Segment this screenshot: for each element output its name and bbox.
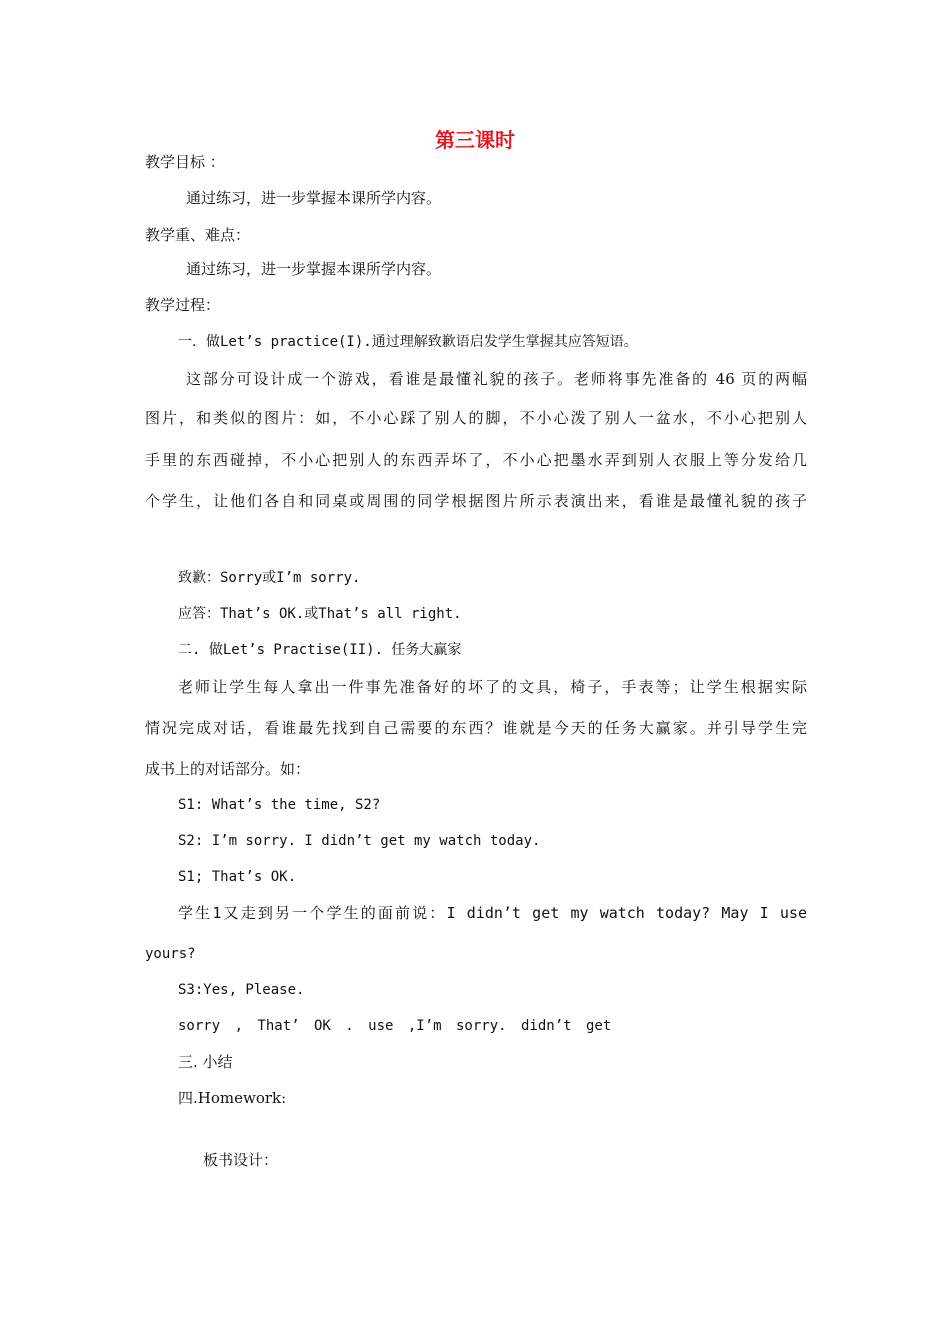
paragraph-1-line: 图片，和类似的图片：如，不小心踩了别人的脚，不小心泼了别人一盆水，不小心把别人 xyxy=(145,409,807,427)
paragraph-1-line: 个学生，让他们各自和同桌或周围的同学根据图片所示表演出来，看谁是最懂礼貌的孩子 xyxy=(145,492,807,510)
step-one: 一．做Let’s practice(I).通过理解致歉语启发学生掌握其应答短语。 xyxy=(178,334,638,350)
step-two: 二. 做Let’s Practise(II). 任务大赢家 xyxy=(178,642,462,658)
paragraph-2-line: 老师让学生每人拿出一件事先准备好的坏了的文具，椅子，手表等；让学生根据实际 xyxy=(178,678,807,696)
paragraph-2-line: 成书上的对话部分。如： xyxy=(145,760,311,778)
dialogue-line: S1: What’s the time, S2? xyxy=(178,797,381,813)
focus-heading: 教学重、难点： xyxy=(145,226,251,244)
board-design-heading: 板书设计： xyxy=(203,1151,279,1169)
goal-text: 通过练习，进一步掌握本课所学内容。 xyxy=(186,189,442,207)
s3-response: S3:Yes, Please. xyxy=(178,982,305,998)
student-again-line: 学生1又走到另一个学生的面前说：I didn’t get my watch today? May I use xyxy=(178,904,807,922)
step-three: 三. 小结 xyxy=(178,1053,233,1071)
paragraph-1-line: 这部分可设计成一个游戏，看谁是最懂礼貌的孩子。老师将事先准备的 46 页的两幅 xyxy=(186,370,807,388)
student-again-line: yours? xyxy=(145,946,196,962)
paragraph-1-line: 手里的东西碰掉，不小心把别人的东西弄坏了，不小心把墨水弄到别人衣服上等分发给几 xyxy=(145,451,807,469)
dialogue-line: S1; That’s OK. xyxy=(178,869,297,885)
step-four: 四.Homework: xyxy=(178,1089,287,1107)
dialogue-line: S2: I’m sorry. I didn’t get my watch today. xyxy=(178,833,541,849)
focus-text: 通过练习，进一步掌握本课所学内容。 xyxy=(186,260,442,278)
process-heading: 教学过程： xyxy=(145,296,221,314)
key-words: sorry , That’ OK . use ,I’m sorry. didn’t get xyxy=(178,1018,612,1034)
paragraph-2-line: 情况完成对话，看谁最先找到自己需要的东西？谁就是今天的任务大赢家。并引导学生完 xyxy=(145,719,807,737)
response-phrase: 应答：That’s OK.或That’s all right. xyxy=(178,606,462,622)
goal-heading: 教学目标 ： xyxy=(145,153,225,171)
page-title: 第三课时 xyxy=(435,128,515,152)
apology-phrase: 致歉：Sorry或I’m sorry. xyxy=(178,570,361,586)
